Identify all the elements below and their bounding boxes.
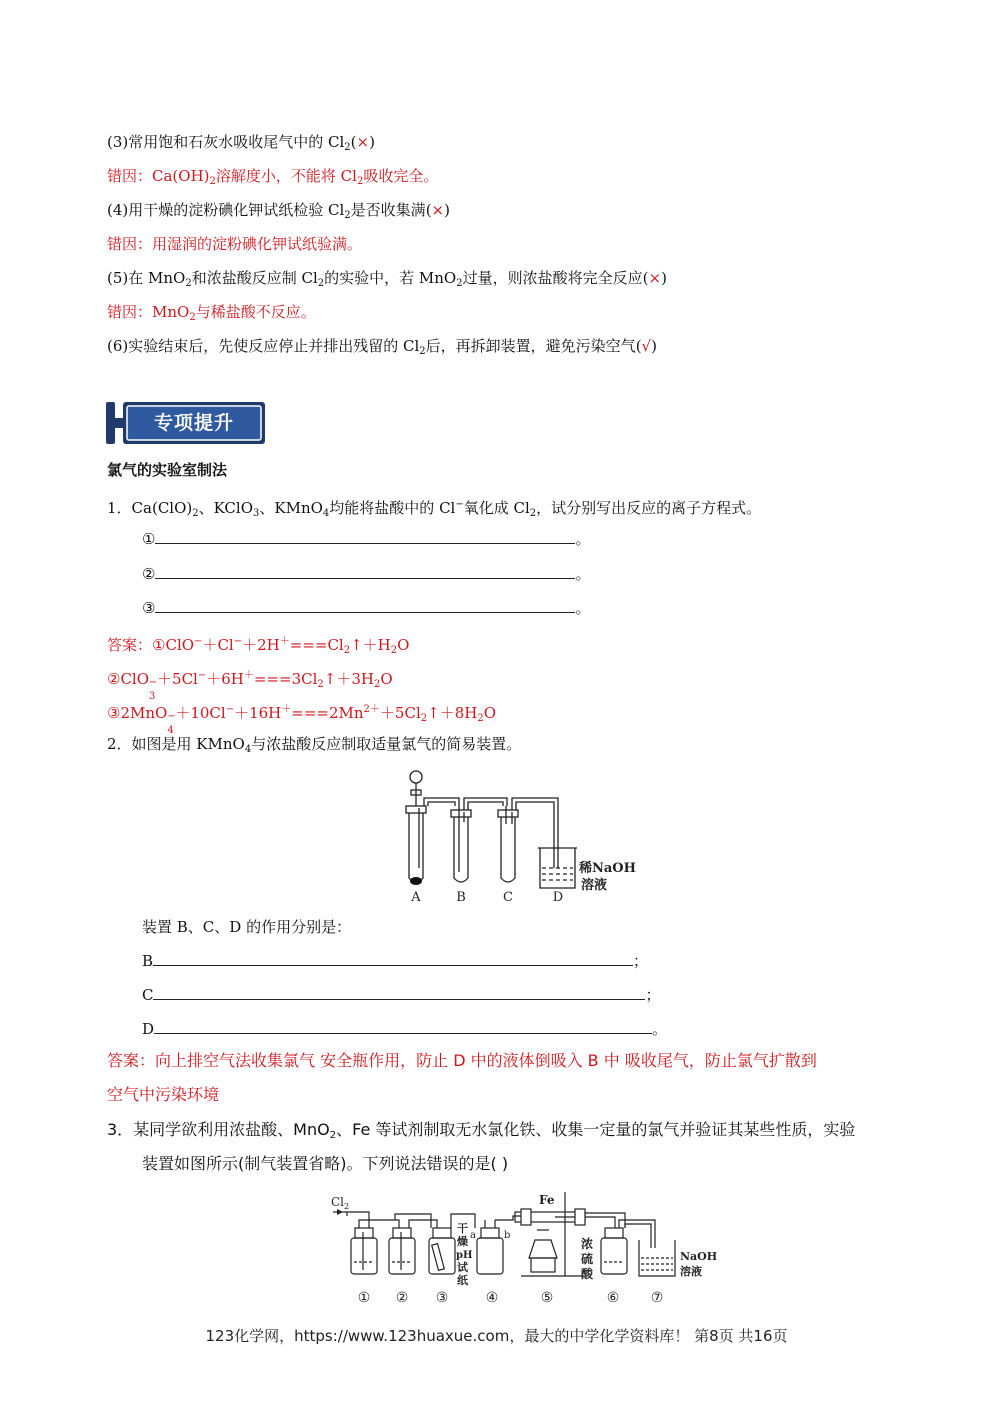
apparatus-num-7: ⑦ [650,1290,664,1306]
reagent-label: 稀NaOH [579,861,636,876]
answer-blank-b[interactable]: B ； [142,952,649,970]
cross-mark: × [431,201,445,219]
dry-ph-label-1: 干 [457,1222,468,1235]
apparatus-num-3: ③ [435,1290,449,1306]
dry-ph-label-2: 燥 [457,1235,468,1248]
apparatus-num-1: ① [357,1290,371,1306]
fe-label: Fe [539,1193,555,1207]
problem-2-stem: 2．如图是用 KMnO$_4$与浓盐酸反应制取适量氯气的简易装置。 [107,735,522,755]
apparatus-num-6: ⑥ [606,1290,620,1306]
apparatus-figure-3 [325,1190,725,1310]
apparatus-num-4: ④ [485,1290,499,1306]
banner-label: 专项提升 [153,412,234,434]
apparatus-label-b: B [456,890,466,905]
statement-3: (3)常用饱和石灰水吸收尾气中的 $Cl_2(\times)$ [107,133,375,153]
acid-label-3: 酸 [581,1267,594,1281]
problem-3-stem: 3．某同学欲利用浓盐酸、MnO$_2$、Fe 等试剂制取无水氯化铁、收集一定量的氯气并验证其某些性质，实验 [107,1120,856,1141]
answer-1-1: 答案：$①ClO^-+Cl^-+2H^+===Cl_2↑+H_2O$ [107,636,410,656]
answer-blank-2[interactable]: ② 。 [142,565,591,583]
naoh-label-1: NaOH [680,1250,718,1263]
apparatus-label-d: D [552,890,564,905]
apparatus-figure-2 [395,768,645,908]
dry-ph-label-5: 纸 [457,1274,468,1287]
answer-blank-1[interactable]: ① 。 [142,530,591,548]
problem-1-stem: 1．$Ca(ClO)_2$、KClO$_3$、KMnO$_4$均能将盐酸中的 Cl−氧化成 $Cl_2$，试分别写出反应的离子方程式。 [107,499,762,519]
cl2-label: $Cl_2$ [331,1195,350,1211]
answer-blank-d[interactable]: D 。 [142,1020,668,1038]
check-mark: √ [641,337,652,355]
reagent-label: 溶液 [581,878,608,893]
reason-5: 错因：MnO$_2$与稀盐酸不反应。 [107,303,316,323]
statement-5: (5)在 MnO$_2$和浓盐酸反应制 $Cl_2$的实验中，若 MnO$_2$过量，则浓盐酸将完全反应(×) [107,269,667,289]
port-b-label: b [504,1230,511,1241]
naoh-label-2: 溶液 [680,1265,702,1278]
acid-label-1: 浓 [581,1237,594,1251]
acid-label-2: 硫 [581,1252,594,1266]
answer-1-2: ②ClO − 3 $+5Cl^-+6H^+===3Cl_2↑+3H_2O$ [107,670,393,702]
problem-2-prompt: 装置 B、C、D 的作用分别是： [142,918,352,936]
problem-3-stem-cont: 装置如图所示(制气装置省略)。下列说法错误的是( ) [142,1154,509,1173]
dry-ph-label-3: pH [456,1250,473,1261]
apparatus-label-c: C [503,890,513,905]
answer-2: 答案：向上排空气法收集氯气 安全瓶作用，防止 D 中的液体倒吸入 B 中 吸收尾气，防止氯气扩散到 [107,1051,817,1070]
cross-mark: × [356,133,370,151]
cross-mark: × [648,269,662,287]
reason-3: 错因：$Ca(OH)_2$溶解度小，不能将 $Cl_2$吸收完全。 [107,167,439,187]
answer-blank-c[interactable]: C ； [142,986,661,1004]
dry-ph-label-4: 试 [457,1261,468,1274]
answer-1-3: ③2MnO − 4 $+10Cl^-+16H^+===2Mn^{2+}+5Cl_2↑+8H_2O$ [107,704,497,736]
section-title: 氯气的实验室制法 [107,461,228,479]
page-footer: 123化学网，https://www.123huaxue.com，最大的中学化学资料库！ 第8页 共16页 [205,1327,788,1345]
apparatus-label-a: A [411,890,421,905]
statement-6: (6)实验结束后，先使反应停止并排出残留的 $Cl_2$后，再拆卸装置，避免污染空气(√) [107,337,657,357]
port-a-label: a [470,1230,476,1241]
answer-blank-3[interactable]: ③ 。 [142,599,591,617]
apparatus-num-5: ⑤ [540,1290,554,1306]
statement-4: (4)用干燥的淀粉碘化钾试纸检验 $Cl_2$是否收集满(×) [107,201,450,221]
answer-2-cont: 空气中污染环境 [107,1085,220,1104]
reason-4: 错因：用湿润的淀粉碘化钾试纸验满。 [107,235,363,253]
apparatus-num-2: ② [395,1290,409,1306]
section-banner [106,400,266,446]
